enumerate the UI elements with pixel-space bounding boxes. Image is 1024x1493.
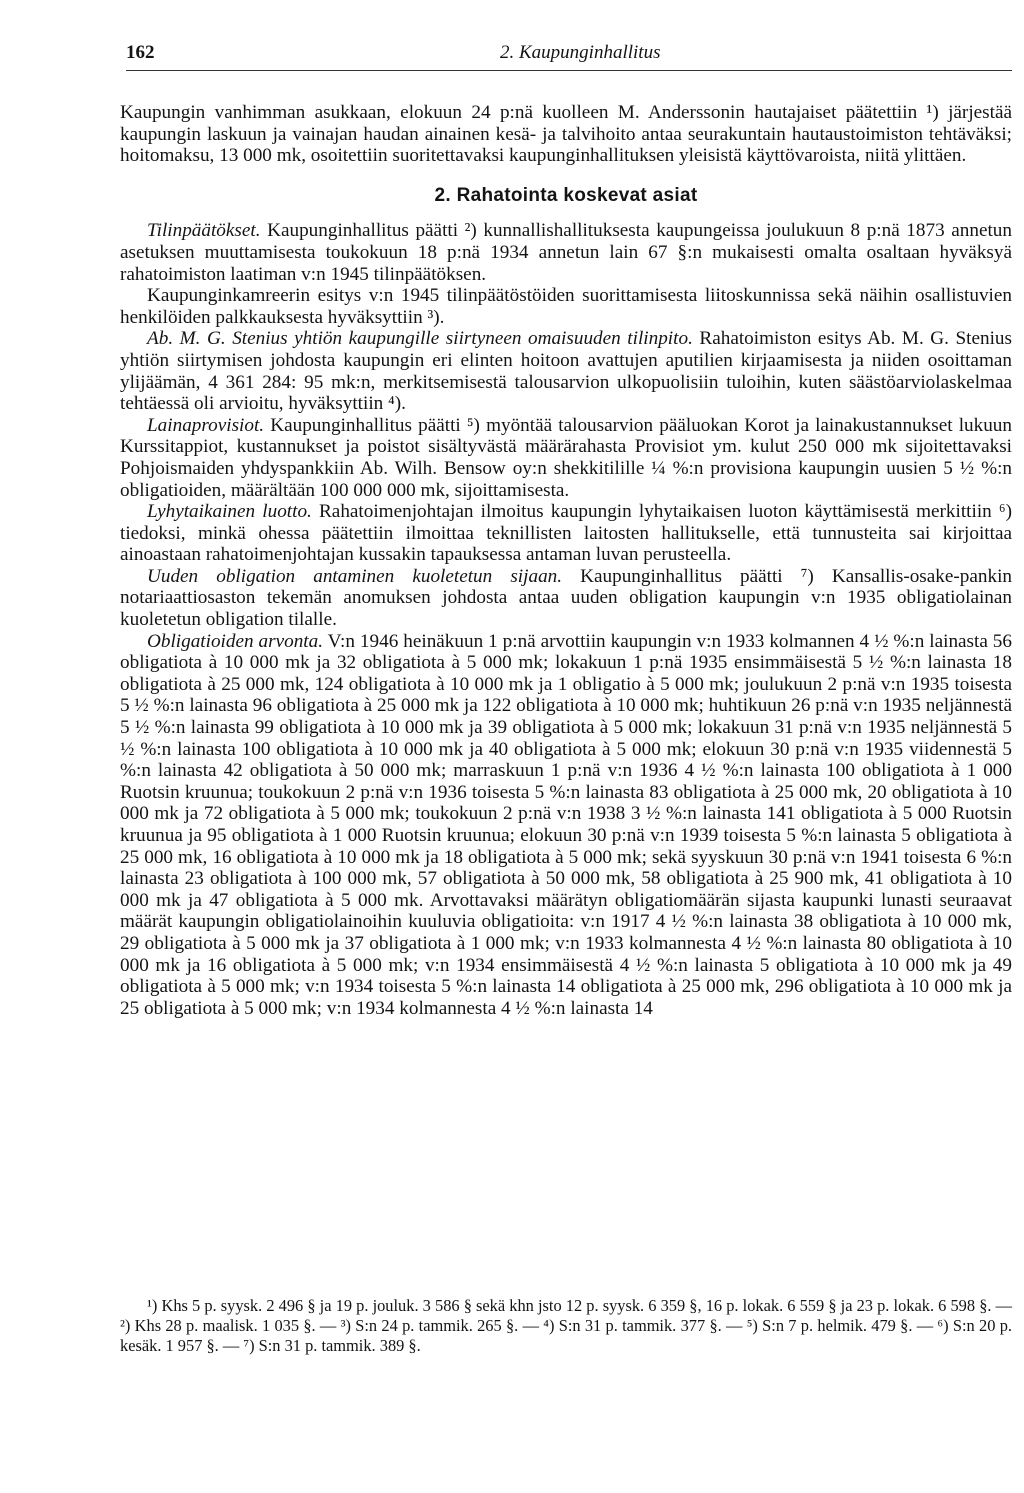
paragraph-text: Kaupunginhallitus päätti ⁷) Kansallis-osake-pankin notariaattiosaston tekemän anomuksen johdosta antaa uuden obligation kaupungin v:n 1935 obligatiolainan kuoletetun obligation tilalle. xyxy=(120,565,1013,631)
page-header xyxy=(120,40,1012,70)
paragraph-text: Kaupunginhallitus päätti ⁵) myöntää talousarvion pääluokan Korot ja lainakustannukset lukuun Kurssitappiot, kustannukset ja poistot sisältyvästä määrärahasta Provisiot ym. kulut 250 000 mk sijoitettavaksi Pohjoismaiden yhdyspankkiin Ab. Wilh. Bensow oy:n shekkitilille ¼ %:n provisiona kaupungin uusien 5 ½ %:n obligatioiden, määrältään 100 000 000 mk, sijoittamisesta. xyxy=(120,414,1012,501)
intro-paragraph: Kaupungin vanhimman asukkaan, elokuun 24 p:nä kuolleen M. Anderssonin hautajaiset päätettiin ¹) järjestää kaupungin laskuun ja vainajan haudan ainainen kesä- ja talvihoito antaa seurakuntain hautaustoimiston tehtäväksi; hoitomaksu, 13 000 mk, osoitettiin suoritettavaksi kaupunginhallituksen yleisistä käyttövaroista, niitä ylittäen. xyxy=(120,102,1012,167)
paragraph-heading: Ab. M. G. Stenius yhtiön kaupungille siirtyneen omaisuuden tilinpito. xyxy=(147,328,693,350)
paragraph-heading: Obligatioiden arvonta. xyxy=(147,630,324,652)
paragraph-stenius xyxy=(120,328,1012,414)
body-text xyxy=(120,102,1012,1019)
footnote-text: ¹) Khs 5 p. syysk. 2 496 § ja 19 p. jouluk. 3 586 § sekä khn jsto 12 p. syysk. 6 359 §, 16 p. lokak. 6 559 § ja 23 p. lokak. 6 598 §. — ²) Khs 28 p. maalisk. 1 035 §. — ³) S:n 24 p. tammik. 265 §. — ⁴) S:n 31 p. tammik. 377 §. — ⁵) S:n 7 p. helmik. 479 §. — ⁶) S:n 20 p. kesäk. 1 957 §. — ⁷) S:n 31 p. tammik. 389 §. xyxy=(120,1296,1012,1355)
paragraph-heading: Lainaprovisiot. xyxy=(147,414,265,436)
paragraph-text: Rahatoimenjohtajan ilmoitus kaupungin lyhytaikaisen luoton käyttämisestä merkittiin ⁶) tiedoksi, minkä ohessa päätettiin ilmoittaa teknillisten laitosten hallitukselle, että tunnusteita sai kirjoittaa ainoastaan rahatoimenjohtajan kussakin tapauksessa antaman luvan perusteella. xyxy=(120,501,1012,566)
paragraph-text: V:n 1946 heinäkuun 1 p:nä arvottiin kaupungin v:n 1933 kolmannen 4 ½ %:n lainasta 56 obligatiota à 10 000 mk ja 32 obligatiota à 5 000 mk; lokakuun 1 p:nä 1935 ensimmäisestä 5 ½ %:n lainasta 18 obligatiota à 25 000 mk, 124 obligatiota à 10 000 mk ja 1 obligatio à 5 000 mk; joulukuun 2 p:nä v:n 1935 toisesta 5 ½ %:n lainasta 96 obligatiota à 25 000 mk ja 122 obligatiota à 10 000 mk; huhtikuun 26 p:nä v:n 1935 neljännestä 5 ½ %:n lainasta 99 obligatiota à 10 000 mk ja 39 obligatiota à 5 000 mk; lokakuun 31 p:nä v:n 1935 neljännestä 5 ½ %:n lainasta 100 obligatiota à 10 000 mk ja 40 obligatiota à 5 000 mk; elokuun 30 p:nä v:n 1935 viidennestä 5 %:n lainasta 42 obligatiota à 50 000 mk; marraskuun 1 p:nä v:n 1936 4 ½ %:n lainasta 100 obligatiota à 1 000 Ruotsin kruunua; toukokuun 2 p:nä v:n 1936 toisesta 5 %:n lainasta 83 obligatiota à 25 000 mk, 20 obligatiota à 10 000 mk ja 72 obligatiota à 5 000 mk; toukokuun 2 p:nä v:n 1938 3 ½ %:n lainasta 141 obligatiota à 5 000 Ruotsin kruunua ja 95 obligatiota à 1 000 Ruotsin kruunua; elokuun 30 p:nä v:n 1939 toisesta 5 %:n lainasta 5 obligatiota à 25 000 mk, 16 obligatiota à 10 000 mk ja 18 obligatiota à 5 000 mk; sekä syyskuun 30 p:nä v:n 1941 toisesta 6 %:n lainasta 23 obligatiota à 100 000 mk, 57 obligatiota à 50 000 mk, 58 obligatiota à 25 900 mk, 41 obligatiota à 10 000 mk ja 47 obligatiota à 5 000 mk. Arvottavaksi määrätyn obligatiomäärän sijasta kaupunki lunasti seuraavat määrät kaupungin obligatiolainoihin kuuluvia obligatioita: v:n 1917 4 ½ %:n lainasta 38 obligatiota à 10 000 mk, 29 obligatiota à 5 000 mk ja 37 obligatiota à 1 000 mk; v:n 1933 kolmannesta 4 ½ %:n lainasta 80 obligatiota à 10 000 mk ja 16 obligatiota à 5 000 mk; v:n 1934 ensimmäisestä 4 ½ %:n lainasta 5 obligatiota à 10 000 mk ja 49 obligatiota à 5 000 mk; v:n 1934 toisesta 5 %:n lainasta 14 obligatiota à 25 000 mk, 296 obligatiota à 10 000 mk ja 25 obligatiota à 5 000 mk; v:n 1934 kolmannesta 4 ½ %:n lainasta 14 xyxy=(120,630,1012,1019)
paragraph-lainaprovisiot xyxy=(120,415,1012,501)
paragraph-arvonta xyxy=(120,631,1012,1020)
document-page xyxy=(120,40,1013,1355)
paragraph-obligation xyxy=(120,566,1012,631)
paragraph-heading: Tilinpäätökset. xyxy=(147,220,261,242)
header-rule xyxy=(126,70,1012,71)
paragraph-tilinpaatokset xyxy=(120,220,1012,285)
page-number: 162 xyxy=(126,42,155,63)
paragraph-kamreeri: Kaupunginkamreerin esitys v:n 1945 tilinpäätöstöiden suorittamisesta liitoskunnissa sekä näihin osallistuvien henkilöiden palkkauksesta hyväksyttiin ³). xyxy=(120,285,1012,328)
paragraph-heading: Lyhytaikainen luotto. xyxy=(147,501,312,523)
running-head: 2. Kaupunginhallitus xyxy=(500,42,661,63)
footnotes xyxy=(120,1296,1012,1356)
paragraph-luotto xyxy=(120,501,1012,566)
section-title: 2. Rahatointa koskevat asiat xyxy=(434,184,698,206)
paragraph-text: Rahatoimiston esitys Ab. M. G. Stenius yhtiön siirtymisen johdosta kaupungin eri elinten hoitoon avattujen aputilien kirjaamisesta ja niiden osoittaman ylijäämän, 4 361 284: 95 mk:n, merkitsemisestä talousarvion ulkopuolisiin tuloihin, kuten säästöarviolaskelmaa tehtäessä oli arvioitu, hyväksyttiin ⁴). xyxy=(120,328,1012,415)
paragraph-heading: Uuden obligation antaminen kuoletetun sijaan. xyxy=(147,565,563,587)
paragraph-text: Kaupunginhallitus päätti ²) kunnallishallituksesta kaupungeissa joulukuun 8 p:nä 1873 annetun asetuksen muuttamisesta toukokuun 18 p:nä 1934 annetun lain 67 §:n mukaisesti omalta osaltaan hyväksyä rahatoimiston laatiman v:n 1945 tilinpäätöksen. xyxy=(120,220,1012,285)
